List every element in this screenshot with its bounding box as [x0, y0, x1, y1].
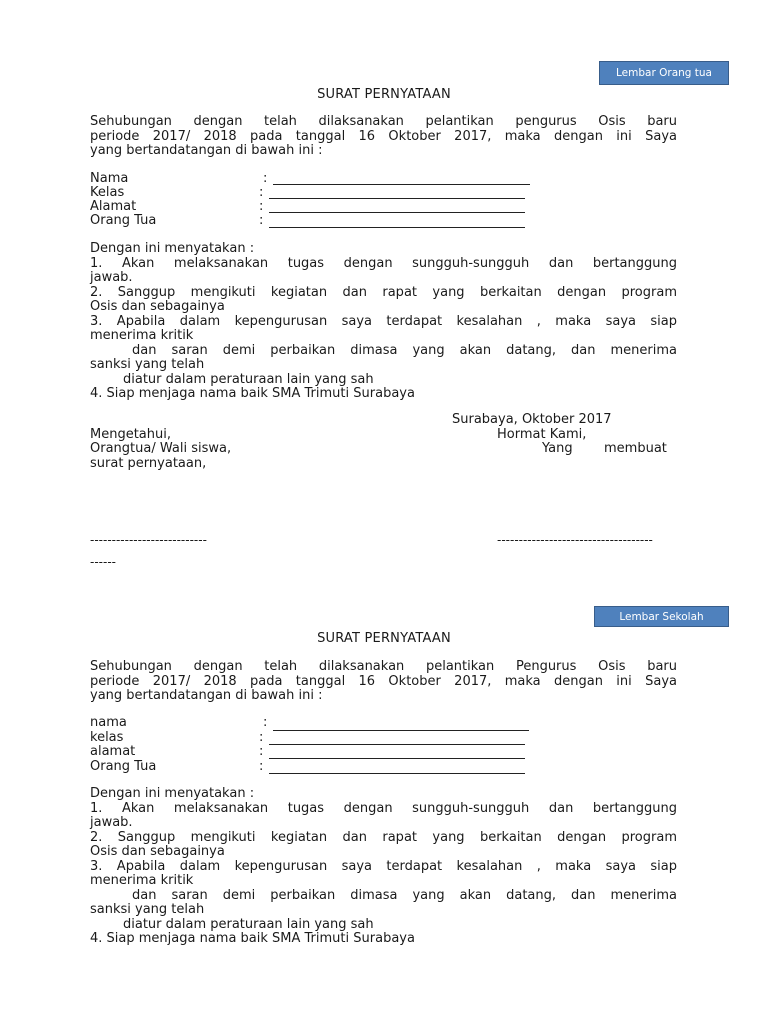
- surat-pernyataan-text: surat pernyataan,: [90, 456, 207, 471]
- yang-text: Yang: [542, 441, 573, 456]
- statement-line: diatur dalam peraturaan lain yang sah: [123, 916, 374, 932]
- alamat-line: [269, 758, 525, 759]
- orang-tua-line: [269, 773, 525, 774]
- field-label-nama: nama: [90, 715, 127, 730]
- field-colon: :: [259, 213, 264, 228]
- statement-line: Osis dan sebagainya: [90, 299, 225, 314]
- kelas-line: [269, 744, 525, 745]
- page-title-2: SURAT PERNYATAAN: [317, 631, 451, 646]
- field-label-orang-tua: Orang Tua: [90, 759, 157, 774]
- statement-header: Dengan ini menyatakan :: [90, 786, 255, 801]
- field-label-alamat: Alamat: [90, 199, 137, 214]
- intro-line: Sehubungan dengan telah dilaksanakan pelantikan pengurus Osis baru: [90, 114, 677, 129]
- statement-line: 4. Siap menjaga nama baik SMA Trimuti Surabaya: [90, 386, 415, 401]
- nama-line: [273, 730, 529, 731]
- statement-line: dan saran demi perbaikan dimasa yang akan datang, dan menerima: [132, 887, 677, 903]
- signature-line-right-cont: ------: [90, 555, 116, 569]
- field-colon: :: [259, 759, 264, 774]
- orangtua-wali: Orangtua/ Wali siswa,: [90, 441, 232, 456]
- statement-line: menerima kritik: [90, 873, 194, 888]
- statement-line: Osis dan sebagainya: [90, 844, 225, 859]
- statements-2: [90, 787, 677, 947]
- field-label-kelas: Kelas: [90, 185, 125, 200]
- nama-line: [273, 184, 530, 185]
- signature-line-left: ---------------------------: [90, 533, 207, 547]
- signature-line-right: ------------------------------------: [497, 533, 653, 547]
- field-label-kelas: kelas: [90, 730, 124, 745]
- intro-paragraph-2: [90, 660, 677, 704]
- statement-line: jawab.: [90, 815, 133, 830]
- intro-paragraph-1: [90, 115, 677, 159]
- intro-line: periode 2017/ 2018 pada tanggal 16 Oktober 2017, maka dengan ini Saya: [90, 128, 677, 144]
- intro-line: Sehubungan dengan telah dilaksanakan pelantikan Pengurus Osis baru: [90, 659, 677, 674]
- orang-tua-line: [269, 227, 525, 228]
- field-colon: :: [259, 730, 264, 745]
- statement-line: sanksi yang telah: [90, 357, 205, 372]
- field-label-orang-tua: Orang Tua: [90, 213, 157, 228]
- field-colon: :: [263, 171, 268, 186]
- statement-line: 2. Sanggup mengikuti kegiatan dan rapat yang berkaitan dengan program: [90, 829, 677, 845]
- statement-line: 3. Apabila dalam kepengurusan saya terdapat kesalahan , maka saya siap: [90, 858, 677, 874]
- statement-line: 1. Akan melaksanakan tugas dengan sungguh-sungguh dan bertanggung: [90, 255, 677, 271]
- statement-line: jawab.: [90, 270, 133, 285]
- alamat-line: [269, 212, 525, 213]
- statement-line: 3. Apabila dalam kepengurusan saya terdapat kesalahan , maka saya siap: [90, 313, 677, 329]
- statement-line: dan saran demi perbaikan dimasa yang akan datang, dan menerima: [132, 342, 677, 358]
- lembar-sekolah-badge: Lembar Sekolah: [594, 606, 729, 627]
- statement-line: diatur dalam peraturaan lain yang sah: [123, 371, 374, 387]
- field-label-nama: Nama: [90, 171, 129, 186]
- lembar-orang-tua-badge: Lembar Orang tua: [599, 61, 729, 85]
- intro-line: periode 2017/ 2018 pada tanggal 16 Oktober 2017, maka dengan ini Saya: [90, 673, 677, 689]
- field-colon: :: [263, 715, 268, 730]
- page-title-1: SURAT PERNYATAAN: [317, 87, 451, 102]
- intro-line: yang bertandatangan di bawah ini :: [90, 143, 323, 158]
- statement-line: 1. Akan melaksanakan tugas dengan sungguh-sungguh dan bertanggung: [90, 800, 677, 816]
- statements-1: [90, 242, 677, 402]
- field-colon: :: [259, 744, 264, 759]
- intro-line: yang bertandatangan di bawah ini :: [90, 688, 323, 703]
- statement-line: sanksi yang telah: [90, 902, 205, 917]
- field-colon: :: [259, 185, 264, 200]
- place-date: Surabaya, Oktober 2017: [452, 412, 612, 427]
- statement-line: 2. Sanggup mengikuti kegiatan dan rapat yang berkaitan dengan program: [90, 284, 677, 300]
- statement-header: Dengan ini menyatakan :: [90, 241, 255, 256]
- field-label-alamat: alamat: [90, 744, 136, 759]
- statement-line: 4. Siap menjaga nama baik SMA Trimuti Surabaya: [90, 931, 415, 946]
- membuat-text: membuat: [604, 441, 667, 456]
- statement-line: menerima kritik: [90, 328, 194, 343]
- hormat-kami: Hormat Kami,: [497, 427, 587, 442]
- field-colon: :: [259, 199, 264, 214]
- mengetahui: Mengetahui,: [90, 427, 171, 442]
- kelas-line: [269, 198, 525, 199]
